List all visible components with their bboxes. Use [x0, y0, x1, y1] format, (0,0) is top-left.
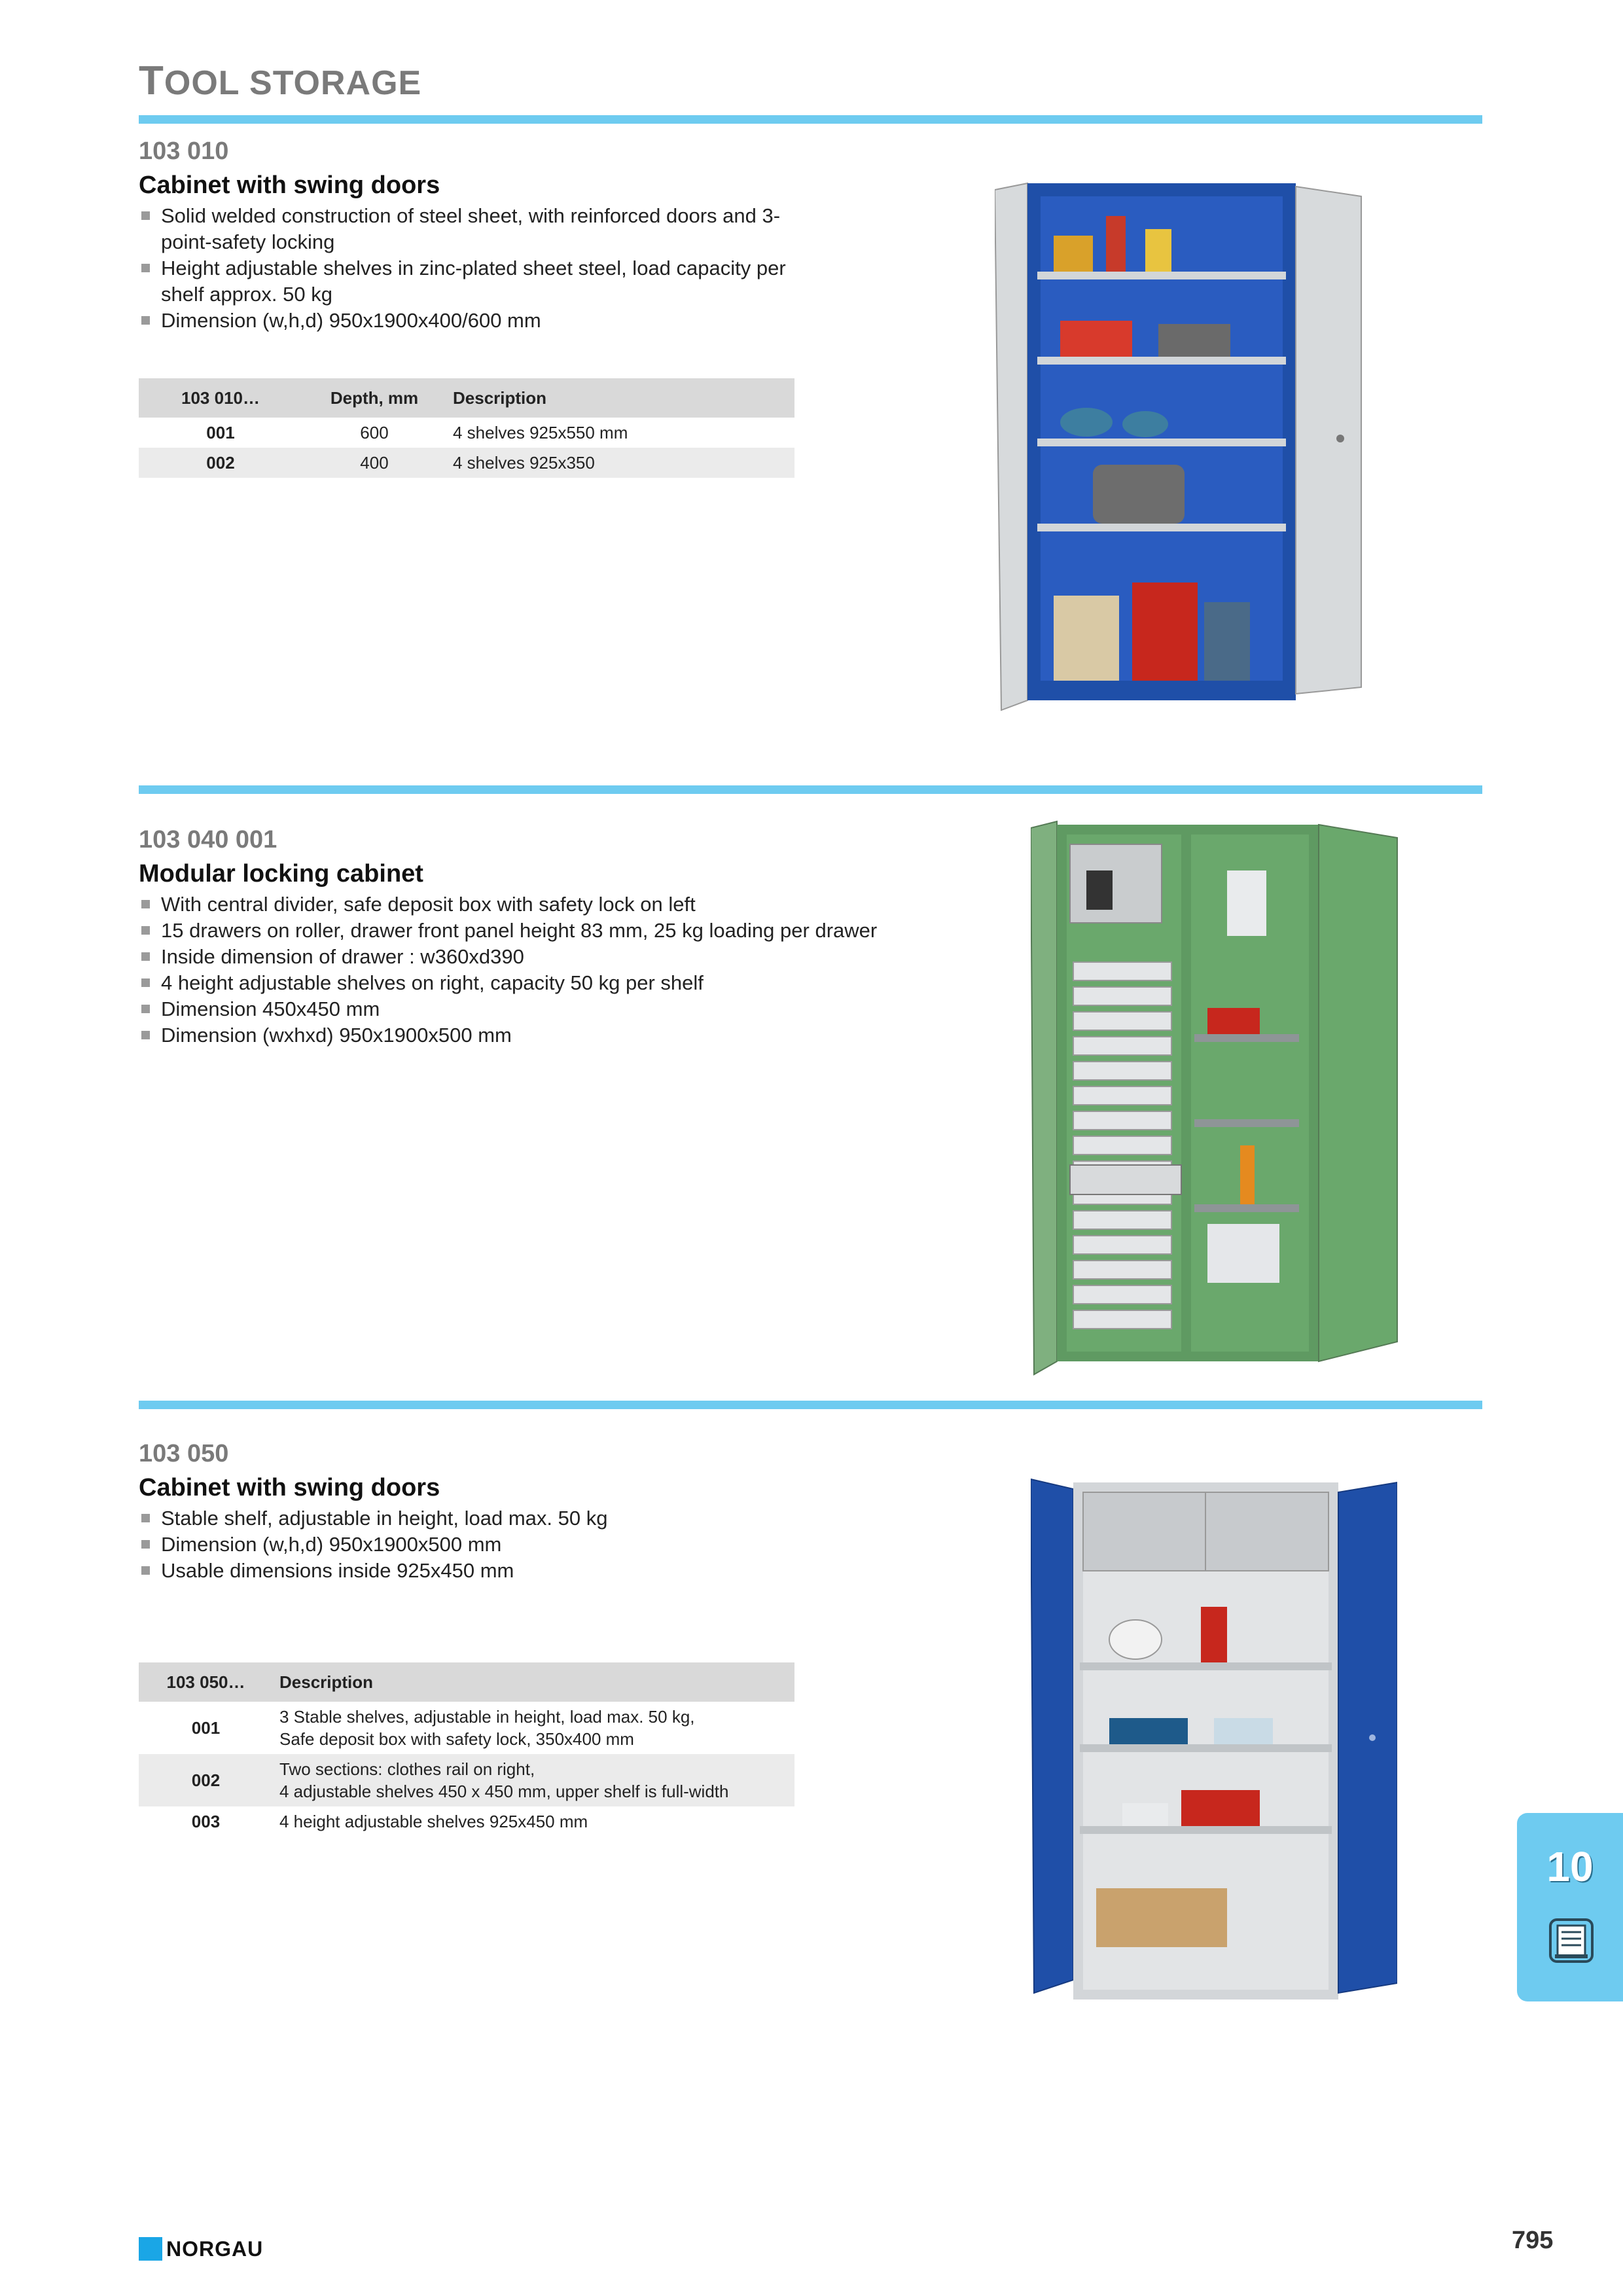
table-cell: 400 [302, 448, 446, 478]
section-tab-number: 10 [1546, 1843, 1594, 1890]
table-row [139, 448, 794, 478]
feature-item: Height adjustable shelves in zinc-plated sheet steel, load capacity per shelf approx. 50 kg [139, 255, 793, 308]
variant-table [139, 1662, 794, 1837]
table-cell: 002 [139, 448, 302, 478]
header-rule [139, 115, 1482, 124]
feature-item: With central divider, safe deposit box with safety lock on left [139, 891, 924, 918]
section-rule [139, 1401, 1482, 1409]
table-cell: 4 shelves 925x550 mm [453, 422, 628, 442]
table-cell [273, 1702, 794, 1754]
feature-item: Stable shelf, adjustable in height, load max. 50 kg [139, 1505, 793, 1532]
table-cell: 003 [191, 1811, 221, 1831]
brand-logo: NORGAU [166, 2237, 264, 2261]
table-header: Depth, mm [302, 378, 446, 418]
cabinet-image-green-modular [1031, 818, 1410, 1388]
feature-item: Dimension (w,h,d) 950x1900x500 mm [139, 1532, 793, 1558]
page-title: TOOL STORAGE [139, 58, 422, 103]
feature-item: Dimension 450x450 mm [139, 996, 924, 1022]
table-cell: 001 [191, 1717, 221, 1738]
feature-list [139, 203, 793, 334]
feature-list [139, 1505, 793, 1584]
table-cell-line: Two sections: clothes rail on right, [279, 1759, 535, 1779]
product-title: Cabinet with swing doors [139, 171, 440, 199]
cabinet-image-blue-grey-doors [995, 177, 1374, 720]
feature-item: Dimension (w,h,d) 950x1900x400/600 mm [139, 308, 793, 334]
table-cell-line: Safe deposit box with safety lock, 350x400 mm [279, 1729, 634, 1749]
feature-list [139, 891, 924, 1049]
feature-item: Usable dimensions inside 925x450 mm [139, 1558, 793, 1584]
table-cell: 001 [206, 422, 235, 442]
page-number: 795 [1512, 2227, 1554, 2254]
table-row [139, 1806, 794, 1837]
table-cell [273, 1754, 794, 1806]
table-cell-line: 4 adjustable shelves 450 x 450 mm, upper shelf is full-width [279, 1782, 729, 1801]
feature-item: Dimension (wxhxd) 950x1900x500 mm [139, 1022, 924, 1049]
table-cell: 600 [360, 422, 389, 442]
feature-item: 15 drawers on roller, drawer front panel height 83 mm, 25 kg loading per drawer [139, 918, 924, 944]
cabinet-icon [1548, 1918, 1594, 1964]
feature-item: Inside dimension of drawer : w360xd390 [139, 944, 924, 970]
table-row [139, 1754, 794, 1806]
table-header: Description [273, 1662, 794, 1702]
feature-item: Solid welded construction of steel sheet, with reinforced doors and 3-point-safety locking [139, 203, 793, 255]
table-cell: 002 [139, 1754, 273, 1806]
table-header: Description [446, 378, 794, 418]
product-code: 103 040 001 [139, 826, 277, 853]
feature-item: 4 height adjustable shelves on right, capacity 50 kg per shelf [139, 970, 924, 996]
product-code: 103 050 [139, 1440, 229, 1467]
table-cell-line: 3 Stable shelves, adjustable in height, load max. 50 kg, [279, 1707, 695, 1727]
table-header: 103 010… [139, 378, 302, 418]
brand-logo-mark [139, 2237, 162, 2261]
variant-table [139, 378, 794, 478]
section-tab [1517, 1813, 1623, 2001]
cabinet-image-grey-blue-doors [1031, 1476, 1397, 2000]
table-header: 103 050… [139, 1662, 273, 1702]
table-row [139, 1702, 794, 1754]
table-row [139, 418, 794, 448]
section-rule [139, 785, 1482, 794]
product-title: Cabinet with swing doors [139, 1474, 440, 1501]
table-cell: 4 shelves 925x350 [446, 448, 794, 478]
product-code: 103 010 [139, 137, 229, 165]
product-title: Modular locking cabinet [139, 860, 423, 888]
table-cell: 4 height adjustable shelves 925x450 mm [279, 1811, 588, 1831]
